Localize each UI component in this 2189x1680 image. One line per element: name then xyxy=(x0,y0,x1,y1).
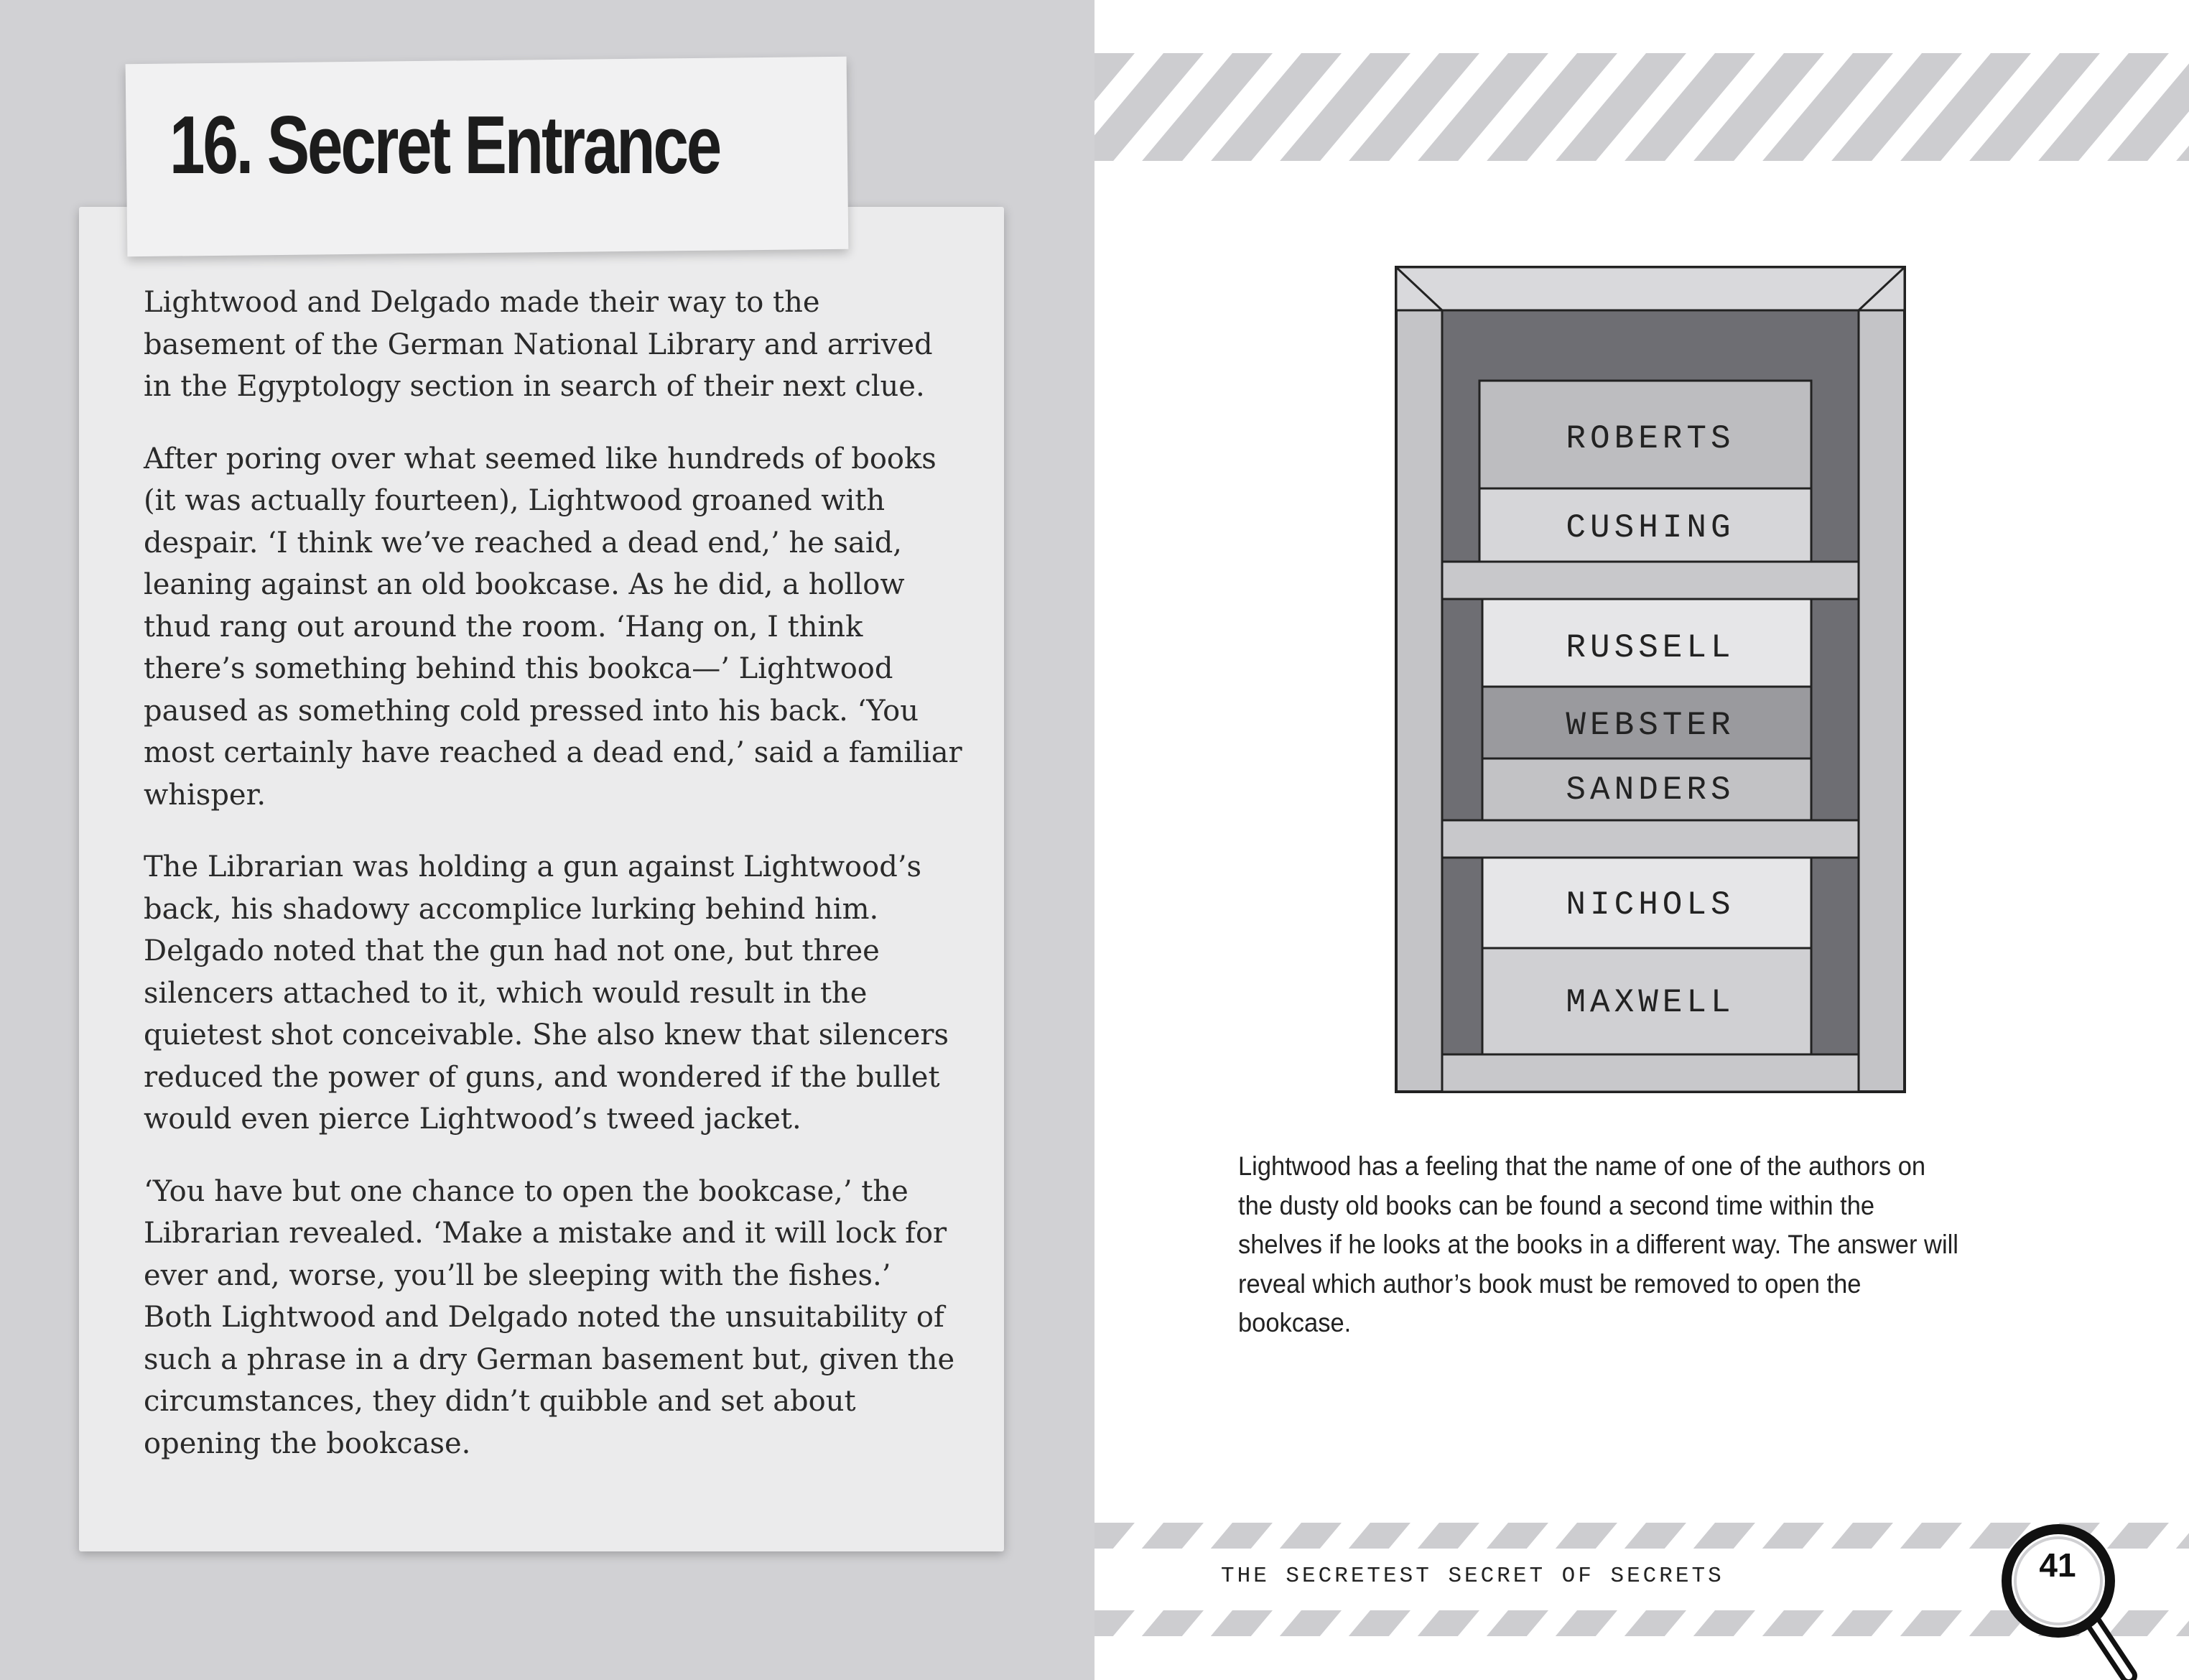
book-title: RUSSELL xyxy=(1566,629,1735,667)
bookcase-top-trim xyxy=(1396,267,1905,310)
top-stripe-band xyxy=(1094,53,2189,161)
shelf-board xyxy=(1442,562,1859,599)
book-title: NICHOLS xyxy=(1566,886,1735,924)
bookcase-illustration xyxy=(1393,264,1907,1095)
story-paragraph: The Librarian was holding a gun against Lightwood’s back, his shadowy accomplice lurking behind him. Delgado noted that the gun had not one, but three silencers attached to it, which would result in the quietest shot conceivable. She also knew that silencers reduced the power of guns, and wondered if the bullet would even pierce Lightwood’s tweed jacket. xyxy=(144,850,949,1136)
magnifier-icon xyxy=(1997,1519,2140,1680)
page-number: 41 xyxy=(2039,1546,2076,1584)
book-title: WEBSTER xyxy=(1566,707,1735,744)
story-paragraph: Lightwood and Delgado made their way to the basement of the German National Library and arrived in the Egyptology section in search of their next clue. xyxy=(144,286,933,403)
shelf-board xyxy=(1442,1054,1859,1092)
shelf-board xyxy=(1442,820,1859,858)
chapter-title: 16. Secret Entrance xyxy=(169,100,720,191)
book-title: ROBERTS xyxy=(1566,420,1735,458)
running-footer-title: THE SECRETEST SECRET OF SECRETS xyxy=(1221,1564,1724,1589)
puzzle-caption: Lightwood has a feeling that the name of one of the authors on the dusty old books can be found a second time within the shelves if he looks at the books in a different way. The answer will reveal which author’s book must be removed to open the bookcase. xyxy=(1238,1151,1958,1337)
book-title: CUSHING xyxy=(1566,509,1735,547)
story-paragraph: ‘You have but one chance to open the bookcase,’ the Librarian revealed. ‘Make a mistake and it will lock for ever and, worse, you’ll be sleeping with the fishes.’ Both Lightwood and Delgado noted the unsuitability of such a phrase in a dry German basement but, given the circumstances, they didn’t quibble and set about opening the bookcase. xyxy=(144,1174,955,1460)
story-text xyxy=(144,282,962,1495)
book-title: MAXWELL xyxy=(1566,984,1735,1021)
book-title: SANDERS xyxy=(1566,771,1735,809)
story-paragraph: After poring over what seemed like hundreds of books (it was actually fourteen), Lightwood groaned with despair. ‘I think we’ve reached a dead end,’ he said, leaning against an old bookcase. As he did, a hollow thud rang out around the room. ‘Hang on, I think there’s something behind this bookca—’ Lightwood paused as something cold pressed into his back. ‘You most certainly have reached a dead end,’ said a familiar whisper. xyxy=(144,442,962,812)
